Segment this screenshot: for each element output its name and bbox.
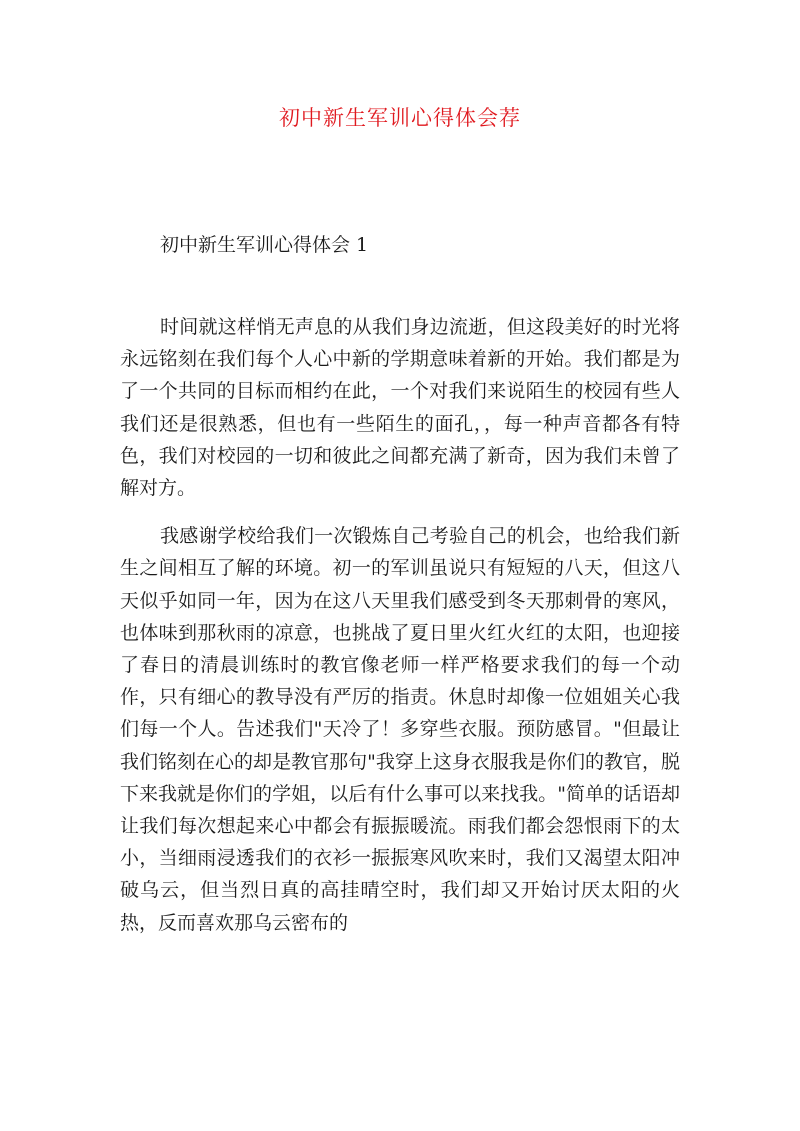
paragraph: 时间就这样悄无声息的从我们身边流逝，但这段美好的时光将永远铭刻在我们每个人心中新的学期意味着新的开始。我们都是为了一个共同的目标而相约在此，一个对我们来说陌生的校园有些人我们还是很熟悉，但也有一些陌生的面孔，，每一种声音都各有特色，我们对校园的一切和彼此之间都充满了新奇，因为我们未曾了解对方。	[120, 316, 680, 500]
section-heading: 初中新生军训心得体会 1	[160, 234, 369, 256]
document-body	[120, 311, 680, 939]
paragraph: 我感谢学校给我们一次锻炼自己考验自己的机会，也给我们新生之间相互了解的环境。初一的军训虽说只有短短的八天，但这八天似乎如同一年，因为在这八天里我们感受到冬天那刺骨的寒风，也体味到那秋雨的凉意，也挑战了夏日里火红火红的太阳，也迎接了春日的清晨训练时的教官像老师一样严格要求我们的每一个动作，只有细心的教导没有严厉的指责。休息时却像一位姐姐关心我们每一个人。告述我们"天冷了！多穿些衣服。预防感冒。"但最让我们铭刻在心的却是教官那句"我穿上这身衣服我是你们的教官，脱下来我就是你们的学姐，以后有什么事可以来找我。"简单的话语却让我们每次想起来心中都会有振振暖流。雨我们都会怨恨雨下的太小，当细雨浸透我们的衣衫一振振寒风吹来时，我们又渴望太阳冲破乌云，但当烈日真的高挂晴空时，我们却又开始讨厌太阳的火热，反而喜欢那乌云密布的	[120, 525, 680, 934]
document-title: 初中新生军训心得体会荐	[279, 106, 521, 130]
